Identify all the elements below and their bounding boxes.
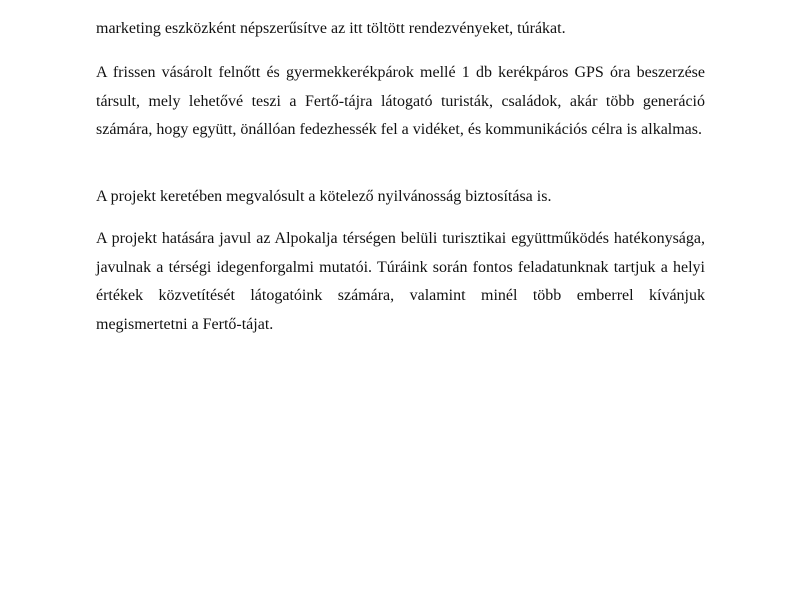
- paragraph-impact: [96, 225, 705, 339]
- paragraph-text: A projekt keretében megvalósult a kötelező nyilvánosság biztosítása is.: [96, 188, 552, 205]
- paragraph-text: A frissen vásárolt felnőtt és gyermekkerékpárok mellé 1 db kerékpáros GPS óra beszerzése társult, mely lehetővé teszi a Fertő-tájra látogató turisták, családok, akár több generáció számára, hogy együtt, önállóan fedezhessék fel a vidéket, és kommunikációs célra is alkalmas.: [96, 64, 705, 138]
- partial-line-text: marketing eszközként népszerűsítve az itt töltött rendezvényeket, túrákat.: [96, 20, 566, 37]
- paragraph-gps: [96, 59, 705, 145]
- partial-text-line: [96, 0, 705, 43]
- paragraph-publicity: [96, 183, 705, 212]
- partial-line-top-clip: [96, 0, 100, 9]
- paragraph-text: A projekt hatására javul az Alpokalja térségen belüli turisztikai együttműködés hatékonysága, javulnak a térségi idegenforgalmi mutatói. Túráink során fontos feladatunknak tartjuk a helyi értékek közvetítését látogatóink számára, valamint minél több emberrel kívánjuk megismertetni a Fertő-tájat.: [96, 230, 705, 333]
